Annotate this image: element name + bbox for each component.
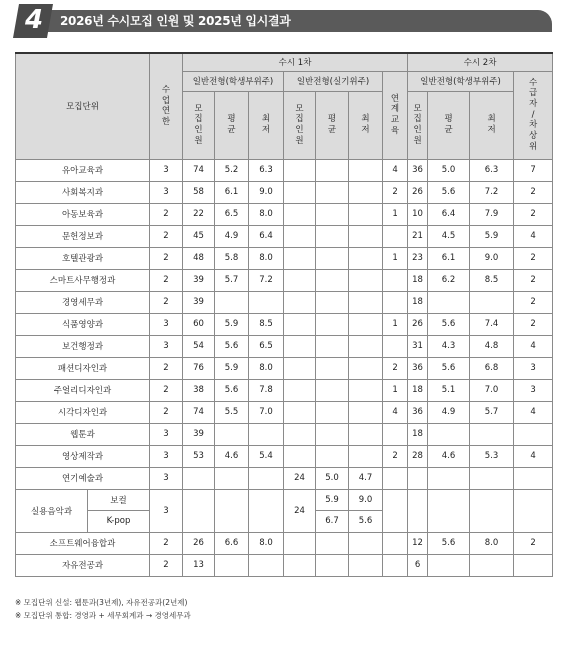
cell-sup (514, 423, 553, 445)
cell-dept: 보건행정과 (16, 335, 150, 357)
cell-r2 (284, 379, 316, 401)
cell-dept: 소프트웨어융합과 (16, 532, 150, 554)
cell-r1: 54 (183, 335, 215, 357)
cell-a1 (215, 423, 249, 445)
cell-years: 2 (150, 269, 183, 291)
cell-r1: 74 (183, 159, 215, 181)
cell-m2 (349, 445, 383, 467)
cell-m2 (349, 554, 383, 576)
cell-m1 (249, 423, 284, 445)
cell-r2 (284, 532, 316, 554)
table-row (16, 181, 553, 203)
cell-m2 (349, 247, 383, 269)
table-row (16, 225, 553, 247)
cell-sup: 4 (514, 445, 553, 467)
cell-r3: 36 (408, 159, 428, 181)
cell-r2 (284, 335, 316, 357)
cell-r1: 26 (183, 532, 215, 554)
cell-m2: 5.6 (349, 511, 383, 533)
cell-m3 (470, 291, 514, 313)
cell-link (383, 423, 408, 445)
cell-a3: 6.4 (428, 203, 470, 225)
cell-dept (16, 489, 150, 532)
cell-a2 (316, 291, 349, 313)
cell-sup: 4 (514, 335, 553, 357)
cell-a3: 5.6 (428, 181, 470, 203)
header-recruit-2: 모 집 인 원 (284, 91, 316, 159)
cell-sup: 2 (514, 269, 553, 291)
cell-a1: 5.6 (215, 379, 249, 401)
cell-m1: 8.0 (249, 357, 284, 379)
cell-a3: 6.2 (428, 269, 470, 291)
cell-m1: 5.4 (249, 445, 284, 467)
cell-link: 4 (383, 159, 408, 181)
cell-m1: 9.0 (249, 181, 284, 203)
cell-dept: 연기예술과 (16, 467, 150, 489)
cell-dept: 문헌정보과 (16, 225, 150, 247)
cell-a1 (215, 291, 249, 313)
cell-a3: 5.6 (428, 532, 470, 554)
cell-a3: 5.6 (428, 357, 470, 379)
header-susi2: 수시 2차 (408, 53, 553, 71)
cell-m3: 7.0 (470, 379, 514, 401)
cell-link (383, 554, 408, 576)
cell-m3: 5.9 (470, 225, 514, 247)
footnotes (15, 596, 191, 622)
music-sub-kpop: K-pop (106, 516, 131, 527)
cell-a3: 4.6 (428, 445, 470, 467)
cell-m3: 8.5 (470, 269, 514, 291)
header-avg-2: 평 균 (316, 91, 349, 159)
cell-m2 (349, 357, 383, 379)
cell-a1: 4.9 (215, 225, 249, 247)
cell-a2 (316, 181, 349, 203)
cell-link (383, 489, 408, 532)
header-avg-1: 평 균 (215, 91, 249, 159)
cell-sup: 2 (514, 291, 553, 313)
section-number: 4 (24, 5, 44, 35)
cell-dept: 영상제작과 (16, 445, 150, 467)
header-min-1: 최 저 (249, 91, 284, 159)
cell-years: 3 (150, 313, 183, 335)
cell-a2 (316, 401, 349, 423)
cell-years: 2 (150, 225, 183, 247)
cell-years: 3 (150, 445, 183, 467)
cell-m1 (249, 291, 284, 313)
cell-years: 2 (150, 379, 183, 401)
cell-r1: 53 (183, 445, 215, 467)
cell-sup: 3 (514, 379, 553, 401)
cell-r3: 18 (408, 379, 428, 401)
cell-m2 (349, 225, 383, 247)
cell-r3: 31 (408, 335, 428, 357)
cell-m3 (470, 489, 514, 532)
cell-r1: 60 (183, 313, 215, 335)
cell-m2: 4.7 (349, 467, 383, 489)
cell-m1: 8.0 (249, 203, 284, 225)
cell-m2 (349, 291, 383, 313)
cell-m3: 9.0 (470, 247, 514, 269)
cell-a2 (316, 225, 349, 247)
cell-m2 (349, 532, 383, 554)
cell-a2 (316, 554, 349, 576)
cell-years: 2 (150, 247, 183, 269)
cell-r2 (284, 401, 316, 423)
cell-r1: 74 (183, 401, 215, 423)
cell-m3: 5.7 (470, 401, 514, 423)
cell-a3: 4.9 (428, 401, 470, 423)
cell-a2 (316, 379, 349, 401)
cell-a1: 5.6 (215, 335, 249, 357)
header-susi1: 수시 1차 (183, 53, 408, 71)
table-row (16, 423, 553, 445)
cell-a2: 5.0 (316, 467, 349, 489)
cell-years: 2 (150, 554, 183, 576)
cell-r2 (284, 357, 316, 379)
table-row (16, 401, 553, 423)
header-min-2: 최 저 (349, 91, 383, 159)
header-dept: 모집단위 (16, 53, 150, 159)
table-row (16, 269, 553, 291)
table-row (16, 203, 553, 225)
cell-r1: 45 (183, 225, 215, 247)
cell-r3: 18 (408, 423, 428, 445)
cell-r3: 36 (408, 357, 428, 379)
cell-a2 (316, 269, 349, 291)
table-row (16, 379, 553, 401)
cell-a3 (428, 489, 470, 532)
table-header (16, 53, 553, 159)
cell-a3: 4.5 (428, 225, 470, 247)
cell-a3 (428, 467, 470, 489)
table-row (16, 313, 553, 335)
cell-sup: 2 (514, 532, 553, 554)
header-ilban-sil: 일반전형(실기위주) (284, 71, 383, 91)
section-title: 2026년 수시모집 인원 및 2025년 입시결과 (60, 14, 291, 28)
cell-a3: 5.1 (428, 379, 470, 401)
cell-r3: 18 (408, 291, 428, 313)
cell-a3 (428, 291, 470, 313)
cell-m3 (470, 554, 514, 576)
cell-link: 1 (383, 203, 408, 225)
cell-sup: 2 (514, 203, 553, 225)
cell-m1: 7.0 (249, 401, 284, 423)
cell-m1: 8.0 (249, 532, 284, 554)
cell-r2 (284, 181, 316, 203)
table-row (16, 467, 553, 489)
cell-years: 3 (150, 159, 183, 181)
cell-a1: 6.5 (215, 203, 249, 225)
cell-r3: 23 (408, 247, 428, 269)
table-row (16, 159, 553, 181)
table-row (16, 357, 553, 379)
header-recruit-1: 모 집 인 원 (183, 91, 215, 159)
header-supplement: 수 급 자 / 차 상 위 (514, 71, 553, 159)
cell-link: 2 (383, 445, 408, 467)
cell-sup: 4 (514, 401, 553, 423)
cell-a1: 6.6 (215, 532, 249, 554)
header-min-3: 최 저 (470, 91, 514, 159)
cell-link: 2 (383, 181, 408, 203)
header-ilban-hak2: 일반전형(학생부위주) (408, 71, 514, 91)
cell-link (383, 532, 408, 554)
cell-m2: 9.0 (349, 489, 383, 511)
cell-a2 (316, 357, 349, 379)
cell-link: 1 (383, 313, 408, 335)
cell-r3: 26 (408, 181, 428, 203)
cell-m1 (249, 554, 284, 576)
cell-link: 2 (383, 357, 408, 379)
cell-years: 2 (150, 291, 183, 313)
cell-a2 (316, 203, 349, 225)
cell-m1 (249, 489, 284, 532)
cell-a1: 5.9 (215, 313, 249, 335)
cell-a2 (316, 247, 349, 269)
cell-dept: 유아교육과 (16, 159, 150, 181)
cell-years: 2 (150, 401, 183, 423)
cell-a2 (316, 313, 349, 335)
cell-r3: 26 (408, 313, 428, 335)
header-years: 수 업 연 한 (150, 53, 183, 159)
cell-m3 (470, 423, 514, 445)
cell-m3: 5.3 (470, 445, 514, 467)
cell-years: 3 (150, 423, 183, 445)
table-row (16, 247, 553, 269)
cell-dept: 식품영양과 (16, 313, 150, 335)
cell-r2 (284, 203, 316, 225)
cell-r2: 24 (284, 489, 316, 532)
cell-r1: 39 (183, 423, 215, 445)
cell-r1: 13 (183, 554, 215, 576)
cell-m1: 8.5 (249, 313, 284, 335)
cell-r1: 38 (183, 379, 215, 401)
cell-m1: 7.8 (249, 379, 284, 401)
cell-dept: 주얼리디자인과 (16, 379, 150, 401)
table-row (16, 532, 553, 554)
cell-r3: 18 (408, 269, 428, 291)
cell-r3 (408, 467, 428, 489)
cell-m1 (249, 467, 284, 489)
cell-years: 3 (150, 467, 183, 489)
cell-r3 (408, 489, 428, 532)
cell-a3: 6.1 (428, 247, 470, 269)
cell-sup (514, 554, 553, 576)
cell-a1 (215, 554, 249, 576)
cell-r1 (183, 489, 215, 532)
cell-dept: 아동보육과 (16, 203, 150, 225)
cell-link (383, 291, 408, 313)
cell-m2 (349, 269, 383, 291)
music-dept-label: 실용음악과 (16, 490, 88, 532)
cell-r1: 39 (183, 291, 215, 313)
cell-a2: 5.9 (316, 489, 349, 511)
section-title-bar (22, 5, 552, 35)
cell-m3: 6.3 (470, 159, 514, 181)
header-avg-3: 평 균 (428, 91, 470, 159)
cell-dept: 경영세무과 (16, 291, 150, 313)
cell-a1: 5.7 (215, 269, 249, 291)
cell-dept: 시각디자인과 (16, 401, 150, 423)
cell-r1: 58 (183, 181, 215, 203)
cell-years: 3 (150, 489, 183, 532)
cell-r3: 21 (408, 225, 428, 247)
cell-r2 (284, 269, 316, 291)
cell-r3: 10 (408, 203, 428, 225)
cell-r3: 6 (408, 554, 428, 576)
cell-years: 2 (150, 203, 183, 225)
cell-a3 (428, 554, 470, 576)
cell-r1: 48 (183, 247, 215, 269)
cell-a3: 5.0 (428, 159, 470, 181)
cell-r2: 24 (284, 467, 316, 489)
cell-a1: 5.9 (215, 357, 249, 379)
cell-m3: 7.9 (470, 203, 514, 225)
cell-dept: 스마트사무행정과 (16, 269, 150, 291)
cell-r2 (284, 291, 316, 313)
cell-sup: 2 (514, 313, 553, 335)
cell-link (383, 269, 408, 291)
cell-r1: 76 (183, 357, 215, 379)
cell-a2 (316, 445, 349, 467)
cell-a2 (316, 159, 349, 181)
cell-r1 (183, 467, 215, 489)
cell-sup: 3 (514, 357, 553, 379)
footnote-merge: ※ 모집단위 통합: 경영과 + 세무회계과 → 경영세무과 (15, 611, 191, 620)
cell-sup (514, 489, 553, 532)
cell-m3: 6.8 (470, 357, 514, 379)
cell-years: 3 (150, 335, 183, 357)
cell-a3 (428, 423, 470, 445)
cell-a1: 5.5 (215, 401, 249, 423)
header-yeongye: 연 계 교 육 (383, 71, 408, 159)
table-row (16, 291, 553, 313)
cell-m3: 7.2 (470, 181, 514, 203)
table-row (16, 335, 553, 357)
cell-a2 (316, 532, 349, 554)
cell-sup: 7 (514, 159, 553, 181)
cell-r3: 12 (408, 532, 428, 554)
cell-r3: 28 (408, 445, 428, 467)
cell-dept: 패션디자인과 (16, 357, 150, 379)
cell-m2 (349, 401, 383, 423)
cell-a1: 4.6 (215, 445, 249, 467)
cell-link (383, 335, 408, 357)
cell-a3: 5.6 (428, 313, 470, 335)
cell-a2: 6.7 (316, 511, 349, 533)
cell-link (383, 467, 408, 489)
cell-link: 1 (383, 247, 408, 269)
cell-m3 (470, 467, 514, 489)
cell-r2 (284, 247, 316, 269)
cell-dept: 웹툰과 (16, 423, 150, 445)
table-body (16, 159, 553, 576)
cell-m2 (349, 203, 383, 225)
cell-m1: 7.2 (249, 269, 284, 291)
header-recruit-3: 모 집 인 원 (408, 91, 428, 159)
table-row (16, 445, 553, 467)
cell-m2 (349, 423, 383, 445)
cell-sup: 2 (514, 247, 553, 269)
cell-m2 (349, 181, 383, 203)
cell-r2 (284, 313, 316, 335)
cell-a3: 4.3 (428, 335, 470, 357)
cell-m1: 8.0 (249, 247, 284, 269)
cell-m3: 8.0 (470, 532, 514, 554)
cell-m3: 7.4 (470, 313, 514, 335)
cell-years: 3 (150, 181, 183, 203)
cell-m1: 6.4 (249, 225, 284, 247)
cell-a2 (316, 335, 349, 357)
cell-r3: 36 (408, 401, 428, 423)
cell-dept: 자유전공과 (16, 554, 150, 576)
cell-m1: 6.3 (249, 159, 284, 181)
cell-link (383, 225, 408, 247)
cell-r2 (284, 159, 316, 181)
cell-m2 (349, 159, 383, 181)
cell-dept: 호텔관광과 (16, 247, 150, 269)
cell-sup: 2 (514, 181, 553, 203)
cell-m2 (349, 379, 383, 401)
music-sub-vocal: 보컬 (88, 490, 149, 512)
cell-m2 (349, 335, 383, 357)
cell-r1: 22 (183, 203, 215, 225)
cell-m3: 4.8 (470, 335, 514, 357)
cell-link: 4 (383, 401, 408, 423)
cell-r2 (284, 225, 316, 247)
footnote-new: ※ 모집단위 신설: 웹툰과(3년제), 자유전공과(2년제) (15, 598, 188, 607)
cell-r2 (284, 423, 316, 445)
cell-m2 (349, 313, 383, 335)
cell-link: 1 (383, 379, 408, 401)
cell-r2 (284, 445, 316, 467)
cell-dept: 사회복지과 (16, 181, 150, 203)
cell-years: 2 (150, 357, 183, 379)
cell-a1: 6.1 (215, 181, 249, 203)
cell-a1 (215, 467, 249, 489)
cell-a2 (316, 423, 349, 445)
cell-years: 2 (150, 532, 183, 554)
cell-a1 (215, 489, 249, 532)
cell-a1: 5.2 (215, 159, 249, 181)
cell-r2 (284, 554, 316, 576)
cell-sup: 4 (514, 225, 553, 247)
cell-m1: 6.5 (249, 335, 284, 357)
cell-a1: 5.8 (215, 247, 249, 269)
cell-r1: 39 (183, 269, 215, 291)
table-row (16, 554, 553, 576)
header-ilban-hak: 일반전형(학생부위주) (183, 71, 284, 91)
table-row (16, 489, 553, 511)
cell-sup (514, 467, 553, 489)
admissions-table (15, 52, 553, 577)
